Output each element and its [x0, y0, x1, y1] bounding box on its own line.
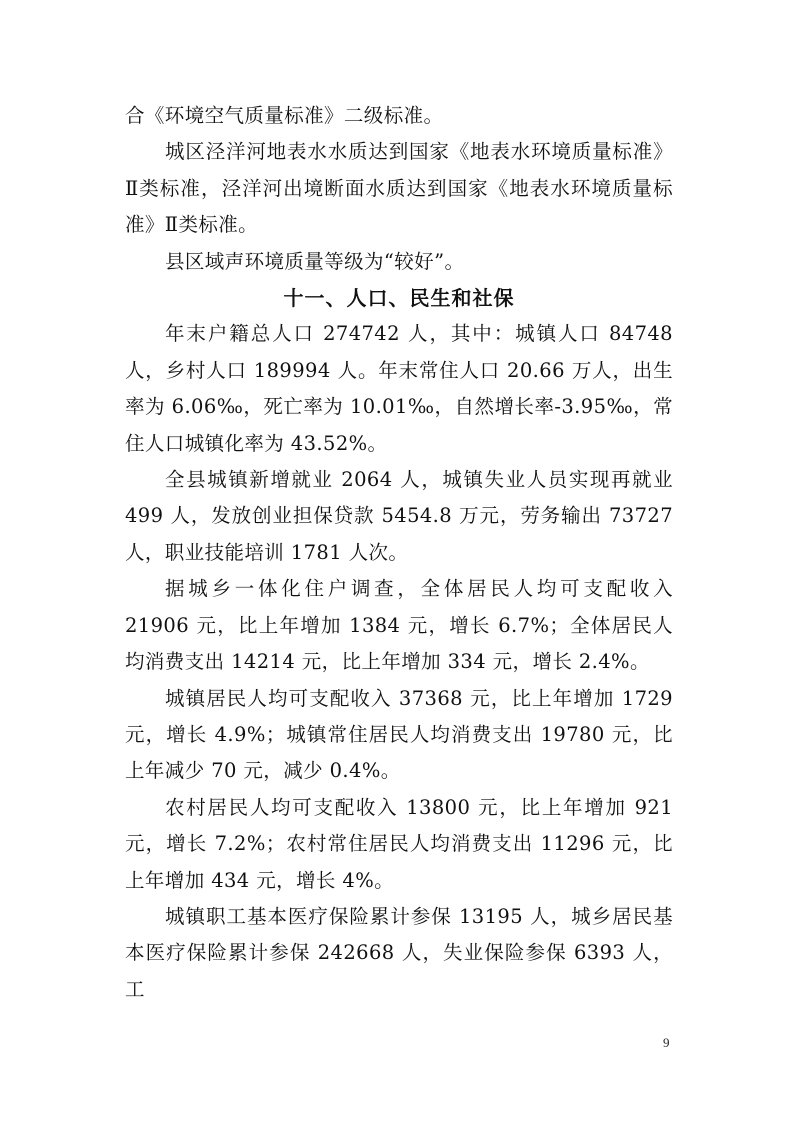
paragraph-social-insurance: 城镇职工基本医疗保险累计参保 13195 人，城乡居民基本医疗保险累计参保 242668 人，失业保险参保 6393 人，工 — [125, 904, 673, 1001]
page-number: 9 — [663, 1035, 670, 1050]
paragraph-urban-income: 城镇居民人均可支配收入 37368 元，比上年增加 1729 元，增长 4.9%；城镇常住居民人均消费支出 19780 元，比上年减少 70 元，减少 0.4%。 — [125, 686, 673, 783]
paragraph-air-quality: 合《环境空气质量标准》二级标准。 — [125, 104, 444, 127]
paragraph-sound-environment: 县区域声环境质量等级为“较好”。 — [165, 249, 465, 273]
paragraph-employment: 全县城镇新增就业 2064 人，城镇失业人员实现再就业 499 人，发放创业担保贷款 5454.8 万元，劳务输出 73727 人，职业技能培训 1781 人次。 — [125, 468, 673, 564]
paragraph-rural-income: 农村居民人均可支配收入 13800 元，比上年增加 921 元，增长 7.2%；农村常住居民人均消费支出 11296 元，比上年增加 434 元，增长 4%。 — [125, 795, 673, 892]
paragraph-water-quality: 城区泾洋河地表水水质达到国家《地表水环境质量标准》Ⅱ类标准，泾洋河出境断面水质达到国家《地表水环境质量标准》Ⅱ类标准。 — [125, 140, 673, 237]
section-heading: 十一、人口、民生和社保 — [283, 286, 515, 311]
paragraph-population: 年末户籍总人口 274742 人，其中：城镇人口 84748 人，乡村人口 189994 人。年末常住人口 20.66 万人，出生率为 6.06‰，死亡率为 10.01‰，自然增长率-3.95‰，常住人口城镇化率为 43.52%。 — [125, 322, 673, 455]
document-body — [125, 98, 673, 1008]
paragraph-all-residents-income: 据城乡一体化住户调查，全体居民人均可支配收入 21906 元，比上年增加 1384 元，增长 6.7%；全体居民人均消费支出 14214 元，比上年增加 334 元，增长 2.4%。 — [125, 577, 673, 674]
